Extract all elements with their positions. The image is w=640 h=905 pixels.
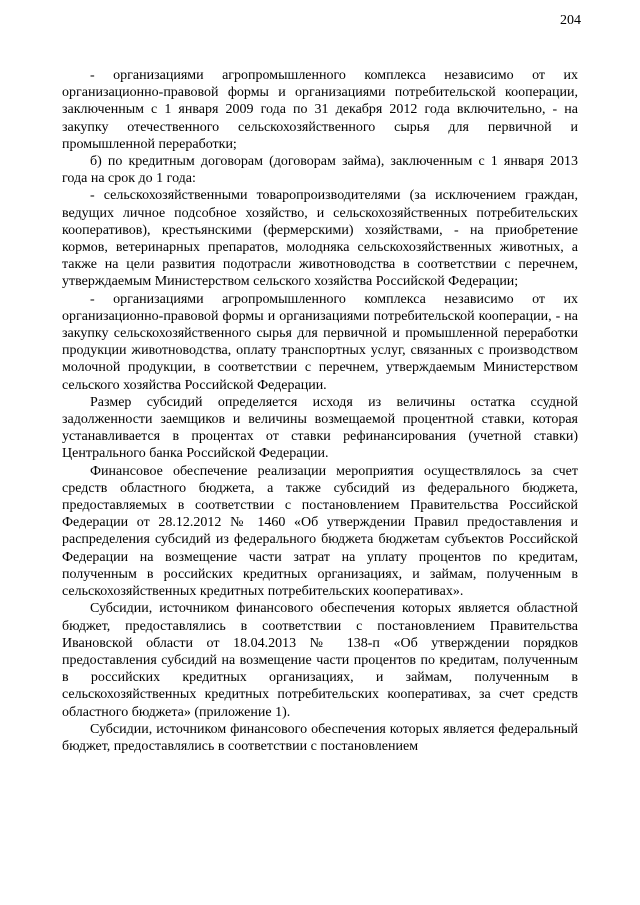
paragraph-agricultural-producers: - сельскохозяйственными товаропроизводителями (за исключением граждан, ведущих личное подсобное хозяйство, и сельскохозяйственных потребительских кооперативов), крестьянскими (фермерскими) хозяйствами, - на приобретение кормов, ветеринарных препаратов, молодняка сельскохозяйственных животных, а также на цели развития подотрасли животноводства в соответствии с перечнем, утверждаемым Министерством сельского хозяйства Российской Федерации; (62, 188, 578, 290)
paragraph-regional-budget-subsidies: Субсидии, источником финансового обеспечения которых является областной бюджет, предоставлялись в соответствии с постановлением Правительства Ивановской области от 18.04.2013 № 138-п «Об утверждении порядков предоставления субсидий на возмещение части процентов по кредитам, полученным в российских кредитных организациях, и займам, полученным в сельскохозяйственных кредитных потребительских кооперативах, за счет средств областного бюджета» (приложение 1). (62, 601, 578, 720)
paragraph-subsidy-size: Размер субсидий определяется исходя из величины остатка ссудной задолженности заемщиков и величины возмещаемой процентной ставки, которая устанавливается в процентах от ставки рефинансирования (учетной ставки) Центрального банка Российской Федерации. (62, 394, 578, 462)
paragraph-financial-support: Финансовое обеспечение реализации мероприятия осуществлялось за счет средств областного бюджета, а также субсидий из федерального бюджета, предоставляемых в соответствии с постановлением Правительства Российской Федерации от 28.12.2012 № 1460 «Об утверждении Правил предоставления и распределения субсидий из федерального бюджета бюджетам субъектов Российской Федерации на возмещение части затрат на уплату процентов по кредитам, полученным в российских кредитных организациях, и займам, полученным в сельскохозяйственных кредитных потребительских кооперативах». (62, 463, 578, 600)
paragraph-federal-budget-subsidies: Субсидии, источником финансового обеспечения которых является федеральный бюджет, предоставлялись в соответствии с постановлением (62, 721, 578, 754)
page-number: 204 (560, 13, 581, 28)
paragraph-credit-agreements-2013: б) по кредитным договорам (договорам займа), заключенным с 1 января 2013 года на срок до 1 года: (62, 154, 578, 187)
paragraph-agro-organizations-2009-2012: - организациями агропромышленного комплекса независимо от их организационно-правовой формы и организациями потребительской кооперации, заключенным с 1 января 2009 года по 31 декабря 2012 года включительно, - на закупку отечественного сельскохозяйственного сырья для первичной и промышленной переработки; (62, 68, 578, 152)
paragraph-agro-organizations-livestock: - организациями агропромышленного комплекса независимо от их организационно-правовой формы и организациями потребительской кооперации, - на закупку сельскохозяйственного сырья для первичной и промышленной переработки продукции животноводства, оплату транспортных услуг, связанных с производством молочной продукции, в соответствии с перечнем, утверждаемым Министерством сельского хозяйства Российской Федерации. (62, 291, 578, 393)
document-body (62, 67, 578, 755)
